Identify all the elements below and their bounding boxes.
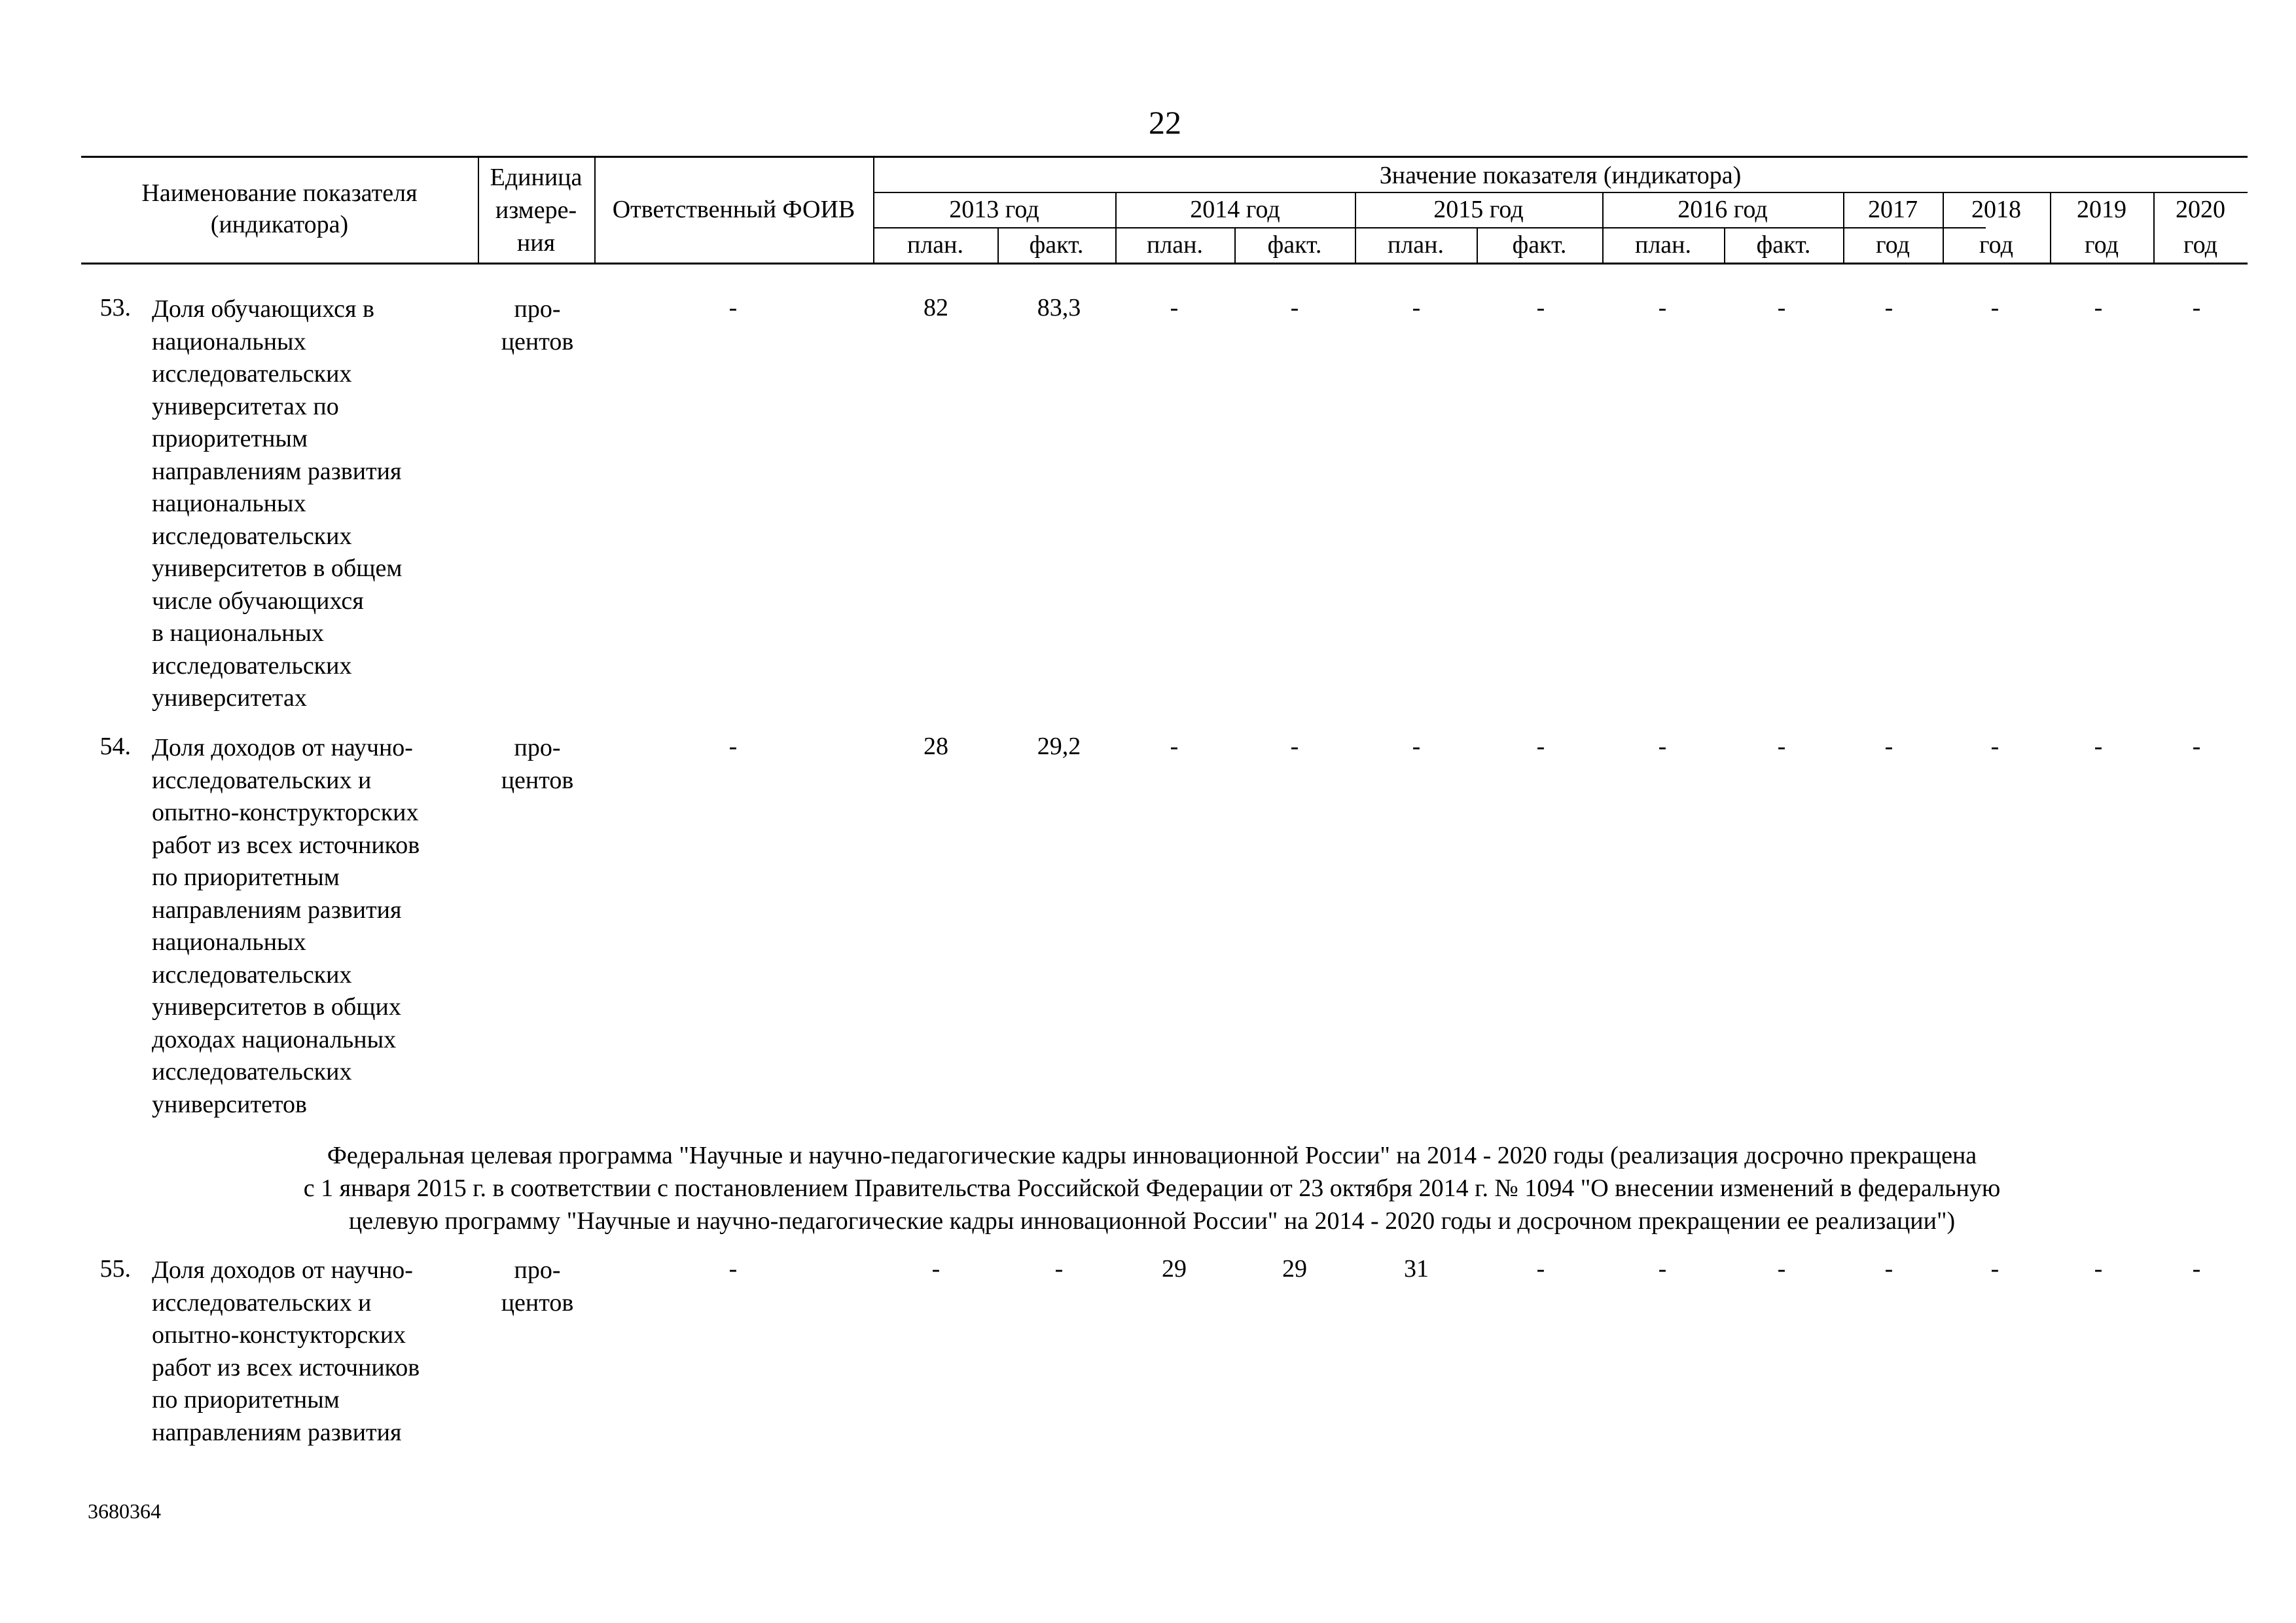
section-title: Федеральная целевая программа "Научные и научно-педагогические кадры инновационной России" на 2014 - 2020 годы (реализация досрочно прекращена с 1 января 2015 г. в соответствии с постановлением Правительства Российской Федерации от 23 октября 2014 г. № 1094 "О внесении изменений в федеральную целевую программу "Научные и научно-педагогические кадры инновационной России" на 2014 - 2020 годы и досрочном прекращении ее реализации") bbox=[303, 1142, 2001, 1235]
value-cell: - bbox=[1884, 733, 1893, 760]
value-cell: - bbox=[1412, 294, 1421, 321]
year-2014-header: 2014 год bbox=[1190, 196, 1280, 223]
value-cell: - bbox=[2094, 1255, 2103, 1283]
value-cell: 28 bbox=[924, 733, 948, 760]
unit: про- центов bbox=[501, 295, 574, 356]
year-2017-header: 2017 bbox=[1868, 196, 1918, 223]
value-cell: - bbox=[1658, 294, 1667, 321]
value-cell: - bbox=[1884, 294, 1893, 321]
year-2018-header: 2018 bbox=[1971, 196, 2021, 223]
value-cell: - bbox=[1777, 733, 1786, 760]
col-unit-header-l3: ния bbox=[516, 229, 556, 257]
value-cell: 29,2 bbox=[1037, 733, 1081, 760]
foiv: - bbox=[728, 1255, 738, 1283]
value-cell: - bbox=[1536, 1255, 1545, 1283]
indicator-name: Доля обучающихся в национальных исследовательских университетах по приоритетным направлениям развития национальных исследовательских университетов в общем числе обучающихся в национальных исследовательских университетах bbox=[152, 295, 403, 712]
value-cell: - bbox=[1290, 733, 1299, 760]
page-number: 22 bbox=[1149, 104, 1181, 141]
value-cell: - bbox=[1990, 1255, 2000, 1283]
document-code: 3680364 bbox=[88, 1499, 161, 1523]
value-cell: - bbox=[1536, 733, 1545, 760]
value-cell: - bbox=[1054, 1255, 1064, 1283]
year-2016-header: 2016 год bbox=[1677, 196, 1768, 223]
value-cell: - bbox=[2094, 294, 2103, 321]
value-cell: - bbox=[1990, 294, 2000, 321]
god-header: год bbox=[2085, 231, 2119, 259]
foiv: - bbox=[728, 294, 738, 321]
value-cell: - bbox=[2094, 733, 2103, 760]
fact-header: факт. bbox=[1029, 231, 1084, 259]
fact-header: факт. bbox=[1756, 231, 1811, 259]
value-cell: - bbox=[1290, 294, 1299, 321]
plan-header: план. bbox=[1634, 231, 1691, 259]
indicator-name: Доля доходов от научно- исследовательских и опытно-конструкторских работ из всех источников по приоритетным направлениям развития национальных исследовательских университетов в общих доходах национальных исследовательских университетов bbox=[152, 734, 420, 1118]
god-header: год bbox=[1979, 231, 2013, 259]
year-2019-header: 2019 bbox=[2077, 196, 2126, 223]
unit: про- центов bbox=[501, 734, 574, 794]
fact-header: факт. bbox=[1267, 231, 1322, 259]
col-unit-header-l1: Единица bbox=[490, 164, 583, 191]
indicator-name: Доля доходов от научно- исследовательских и опытно-констукторских работ из всех источников по приоритетным направлениям развития bbox=[152, 1256, 420, 1446]
value-cell: - bbox=[1658, 1255, 1667, 1283]
value-cell: 83,3 bbox=[1037, 294, 1081, 321]
col-value-header: Значение показателя (индикатора) bbox=[1379, 162, 1742, 189]
year-2015-header: 2015 год bbox=[1433, 196, 1524, 223]
value-cell: - bbox=[1170, 733, 1179, 760]
value-cell: - bbox=[2192, 733, 2201, 760]
value-cell: - bbox=[1536, 294, 1545, 321]
row-number: 55. bbox=[99, 1255, 131, 1283]
value-cell: 29 bbox=[1282, 1255, 1307, 1283]
value-cell: - bbox=[2192, 294, 2201, 321]
value-cell: - bbox=[1777, 1255, 1786, 1283]
year-2020-header: 2020 bbox=[2176, 196, 2225, 223]
value-cell: 29 bbox=[1162, 1255, 1187, 1283]
value-cell: - bbox=[1777, 294, 1786, 321]
value-cell: - bbox=[1658, 733, 1667, 760]
plan-header: план. bbox=[1387, 231, 1444, 259]
col-name-header: Наименование показателя (индикатора) bbox=[141, 179, 418, 238]
table-header bbox=[81, 156, 2248, 264]
value-cell: - bbox=[2192, 1255, 2201, 1283]
year-2013-header: 2013 год bbox=[949, 196, 1039, 223]
unit: про- центов bbox=[501, 1256, 574, 1317]
plan-header: план. bbox=[906, 231, 963, 259]
value-cell: - bbox=[1990, 733, 2000, 760]
value-cell: - bbox=[1412, 733, 1421, 760]
value-cell: - bbox=[1884, 1255, 1893, 1283]
god-header: год bbox=[2183, 231, 2217, 259]
god-header: год bbox=[1876, 231, 1910, 259]
row-number: 53. bbox=[99, 294, 131, 321]
col-unit-header-l2: измере- bbox=[495, 196, 577, 224]
col-foiv-header: Ответственный ФОИВ bbox=[612, 196, 855, 223]
row-number: 54. bbox=[99, 733, 131, 760]
foiv: - bbox=[728, 733, 738, 760]
plan-header: план. bbox=[1146, 231, 1203, 259]
value-cell: 82 bbox=[924, 294, 948, 321]
value-cell: - bbox=[931, 1255, 941, 1283]
value-cell: - bbox=[1170, 294, 1179, 321]
value-cell: 31 bbox=[1404, 1255, 1429, 1283]
fact-header: факт. bbox=[1512, 231, 1567, 259]
